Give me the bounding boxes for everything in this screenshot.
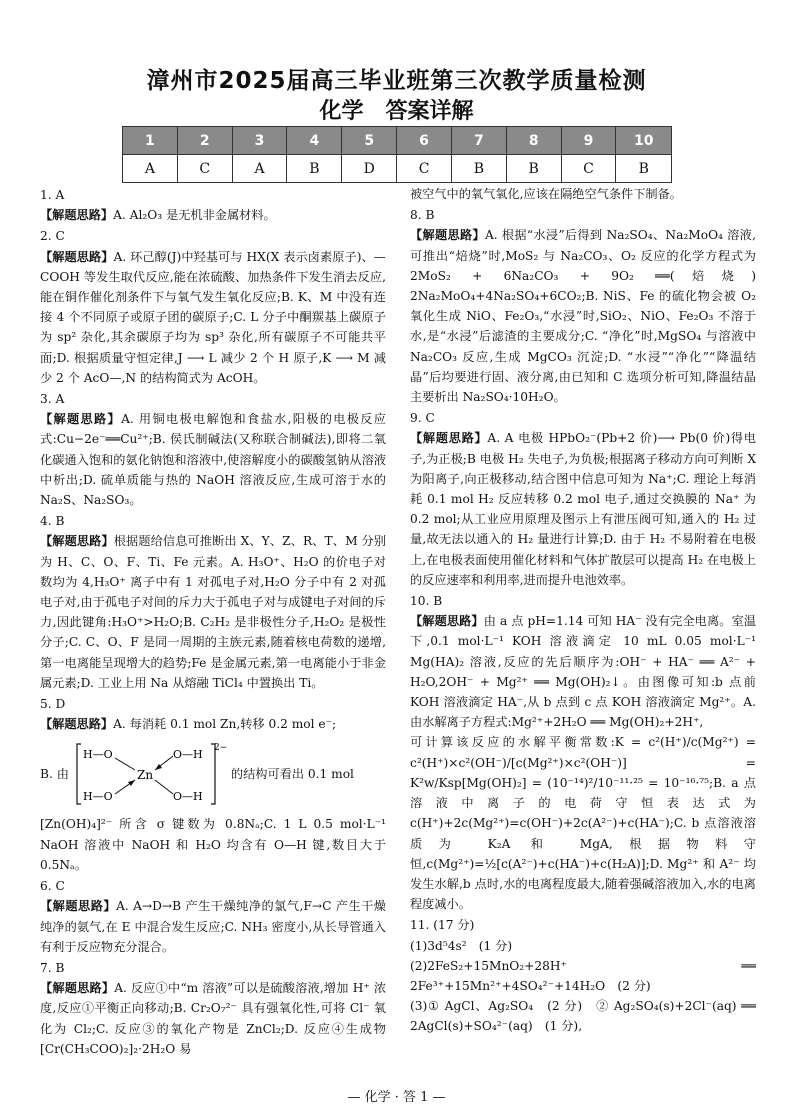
explanation-text: A. 用铜电极电解饱和食盐水,阳极的电极反应式:Cu−2e⁻══Cu²⁺;B. 侯氏制碱法(又称联合制碱法),即将二氧化碳通入饱和的氨化钠饱和溶液中,使溶解度小的碳酸氢钠从溶液中析出;D. 硫单质能与热的 NaOH 溶液反应,生成可溶于水的 Na₂S、Na₂SO₃。 [40,412,386,508]
page-subtitle: 化学 答案详解 [319,99,474,124]
question-number: 8 [506,127,561,155]
answer-cell: C [397,155,452,183]
question-number: 2 [177,127,232,155]
solution-tag: 【解题思路】 [410,431,488,446]
question-3-explanation [40,409,386,510]
explanation-text: A. 每消耗 0.1 mol Zn,转移 0.2 mol e⁻; [113,717,337,732]
question-8-explanation [410,225,756,407]
zn-complex-structure [40,740,386,808]
question-number: 10 [616,127,672,155]
solution-tag: 【解题思路】 [40,208,114,223]
question-11-part-1: (1)3d⁵4s² (1 分) [410,938,513,953]
solution-tag: 【解题思路】 [40,981,115,996]
question-7-explanation-cont: 被空气中的氧气氧化,应该在隔绝空气条件下制备。 [410,187,682,201]
explanation-text: A. A 电极 HPbO₂⁻(Pb+2 价)⟶ Pb(0 价)得电子,为正极;B 电极 H₂ 失电子,为负极;根据离子移动方向可判断 X 为阳离子,向正极移动,结合图中信息可知为 Na⁺;C. 理论上每消耗 0.1 mol H₂ 反应转移 0.2 mol 电子,通过交换膜的 Na⁺ 为 0.2 mol;从工业应用原理及图示上有泄压阀可知,通入的 H₂ 过量,故无法以通入的 H₂ 量进行计算;D. 由于 H₂ 不易附着在电极上,在电极表面使用催化材料和气体扩散层可以提高 H₂ 在电极上的反应速率和利用率,进而提升电池效率。 [410,431,756,587]
question-10-explanation [410,611,756,732]
solution-tag: 【解题思路】 [40,534,114,549]
explanation-text: A. A→D→B 产生干燥纯净的氯气,F→C 产生干燥纯净的氨气,在 E 中混合发生反应;C. NH₃ 密度小,从长导管通入有利于反应物充分混合。 [40,899,386,954]
explanation-text: 由 a 点 pH=1.14 可知 HA⁻ 没有完全电离。室温下,0.1 mol·L⁻¹ KOH 溶液滴定 10 mL 0.05 mol·L⁻¹ Mg(HA)₂ 溶液,反应的先后顺序为:OH⁻ + HA⁻ ══ A²⁻ + H₂O,2OH⁻ + Mg²⁺ ══ Mg(OH)₂↓。由图像可知:b 点前 KOH 溶液滴定 HA⁻,从 b 点到 c 点 KOH 溶液滴定 Mg²⁺。A. 由水解离子方程式:Mg²⁺+2H₂O ══ Mg(OH)₂+2H⁺, [410,614,757,730]
question-4-head: 4. B [40,514,65,529]
left-column [40,184,386,1059]
explanation-text: A. 根据“水浸”后得到 Na₂SO₄、Na₂MoO₄ 溶液,可推出“焙烧”时,MoS₂ 与 Na₂CO₃、O₂ 反应的化学方程式为 2MoS₂ + 6Na₂CO₃ + 9O₂ ══(焙烧) 2Na₂MoO₄+4Na₂SO₄+6CO₂;B. NiS、Fe 的硫化物会被 O₂ 氧化生成 NiO、Fe₂O₃,“水浸”时,SiO₂、NiO、Fe₂O₃ 不溶于水,是“水浸”后滤渣的主要成分;C. “净化”时,MgSO₄ 与溶液中 Na₂CO₃ 反应,生成 MgCO₃ 沉淀;D. “水浸”“净化”“降温结晶”后均要进行固、液分离,由已知和 C 选项分析可知,降温结晶主要析出 Na₂SO₄·10H₂O。 [410,228,756,405]
zincate-structure-diagram [75,740,228,808]
solution-tag: 【解题思路】 [410,228,485,243]
solution-tag: 【解题思路】 [40,412,122,427]
question-8-head: 8. B [410,208,435,223]
question-number: 4 [287,127,342,155]
hydroxyl-label: H—O [82,748,113,762]
explanation-text: A. 反应①中“m 溶液”可以是硫酸溶液,增加 H⁺ 浓度,反应①平衡正向移动;B. Cr₂O₇²⁻ 具有强氧化性,可将 Cl⁻ 氧化为 Cl₂;C. 反应③的氧化产物是 ZnCl₂;D. 反应④生成物[Cr(CH₃COO)₂]₂·2H₂O 易 [40,981,387,1056]
question-number: 3 [232,127,287,155]
question-1-explanation [40,205,386,225]
question-10-explanation-cont: 可计算该反应的水解平衡常数:K = c²(H⁺)/c(Mg²⁺) = c²(H⁺)×c²(OH⁻)/[c(Mg²⁺)×c²(OH⁻)] = K²w/Ksp[Mg(OH)₂] = (10⁻¹⁴)²/10⁻¹¹·²⁵ = 10⁻¹⁶·⁷⁵;B. a 点溶液中离子的电荷守恒表达式为 c(H⁺)+2c(Mg²⁺)=c(OH⁻)+2c(A²⁻)+c(HA⁻);C. b 点溶液溶质为 K₂A 和 MgA,根据物料守恒,c(Mg²⁺)=½[c(A²⁻)+c(HA⁻)+c(H₂A)];D. Mg²⁺ 和 A²⁻ 均发生水解,b 点时,水的电离程度最大,随着强碱溶液加入,水的电离程度减小。 [410,735,756,912]
answer-cell: B [506,155,561,183]
question-6-explanation [40,896,386,957]
explanation-text: 根据题给信息可推断出 X、Y、Z、R、T、M 分别为 H、C、O、F、Ti、Fe 元素。A. H₃O⁺、H₂O 的价电子对数均为 4,H₃O⁺ 离子中有 1 对孤电子对,H₂O 分子中有 2 对孤电子对,由于孤电子对间的斥力大于孤电子对与成键电子对间的斥力,因此键角:H₃O⁺>H₂O;B. C₂H₂ 是非极性分子,H₂O₂ 是极性分子;C. C、O、F 是同一周期的主族元素,随着核电荷数的递增,第一电离能呈现增大的趋势;Fe 是金属元素,第一电离能小于非金属元素;D. 工业上用 Na 从熔融 TiCl₄ 中置换出 Ti。 [40,534,387,690]
question-5-head: 5. D [40,697,66,712]
question-11-part-2: (2)2FeS₂+15MnO₂+28H⁺ ══ 2Fe³⁺+15Mn²⁺+4SO₄²⁻+14H₂O (2 分) [410,958,756,993]
page-footer: — 化学 · 答 1 — [347,1090,446,1105]
question-number: 7 [451,127,506,155]
answer-cell: B [616,155,672,183]
structure-tail: 的结构可看出 0.1 mol [230,767,354,782]
hydroxyl-label: O—H [172,790,203,804]
question-6-head: 6. C [40,879,65,894]
structure-intro: B. 由 [40,767,69,782]
explanation-text: A. 环己醇(J)中羟基可与 HX(X 表示卤素原子)、—COOH 等发生取代反应,能在浓硫酸、加热条件下发生消去反应,能在铜作催化剂条件下与氧气发生氧化反应;B. K、M 中没有连接 4 个不同原子或原子团的碳原子;C. L 分子中酮羰基上碳原子为 sp² 杂化,其余碳原子均为 sp³ 杂化,所有碳原子不可能共平面;D. 根据质量守恒定律,J ⟶ L 减少 2 个 H 原子,K ⟶ M 减少 2 个 AcO—,N 的结构简式为 AcOH。 [40,249,386,385]
question-1-head: 1. A [40,188,65,202]
zinc-label: Zn [136,768,153,783]
answer-cell: B [451,155,506,183]
question-3-head: 3. A [40,392,65,407]
question-9-head: 9. C [410,411,435,426]
answer-cell: A [232,155,287,183]
solution-tag: 【解题思路】 [40,717,114,732]
question-10-head: 10. B [410,594,443,609]
question-7-explanation [40,978,386,1059]
solution-tag: 【解题思路】 [410,614,484,629]
answer-cell: C [561,155,616,183]
answer-cell: B [287,155,342,183]
question-9-explanation [410,428,756,590]
hydroxyl-label: O—H [172,748,203,762]
question-number: 1 [123,127,178,155]
question-number: 5 [342,127,397,155]
hydroxyl-label: H—O [82,790,113,804]
question-7-head: 7. B [40,960,65,975]
answer-cell: D [342,155,397,183]
question-number: 6 [397,127,452,155]
question-2-head: 2. C [40,229,65,244]
question-11-head: 11. (17 分) [410,918,475,933]
right-column [410,184,756,1037]
bond-line [155,780,173,794]
question-4-explanation [40,531,386,693]
question-11-part-3: (3)① AgCl、Ag₂SO₄ (2 分) ② Ag₂SO₄(s)+2Cl⁻(aq) ══ 2AgCl(s)+SO₄²⁻(aq) (1 分), [410,999,756,1034]
question-5-explanation [40,714,386,734]
explanation-text: A. Al₂O₃ 是无机非金属材料。 [113,208,276,223]
answer-table-header-row [123,127,672,155]
question-2-explanation [40,247,386,388]
question-5-explanation-cont: [Zn(OH)₄]²⁻ 所含 σ 键数为 0.8Nₐ;C. 1 L 0.5 mol·L⁻¹ NaOH 溶液中 NaOH 和 H₂O 均含有 O—H 键,数目大于 0.5Nₐ。 [40,817,386,872]
page-title: 漳州市2025届高三毕业班第三次教学质量检测 [146,68,647,94]
answer-cell: A [123,155,178,183]
question-number: 9 [561,127,616,155]
answer-cell: C [177,155,232,183]
solution-tag: 【解题思路】 [40,899,117,914]
arrow-head [128,780,135,786]
charge-label: 2− [213,743,228,754]
solution-tag: 【解题思路】 [40,249,114,264]
answer-table-answer-row [123,155,672,183]
bond-line [115,758,135,770]
answer-table [122,126,672,183]
